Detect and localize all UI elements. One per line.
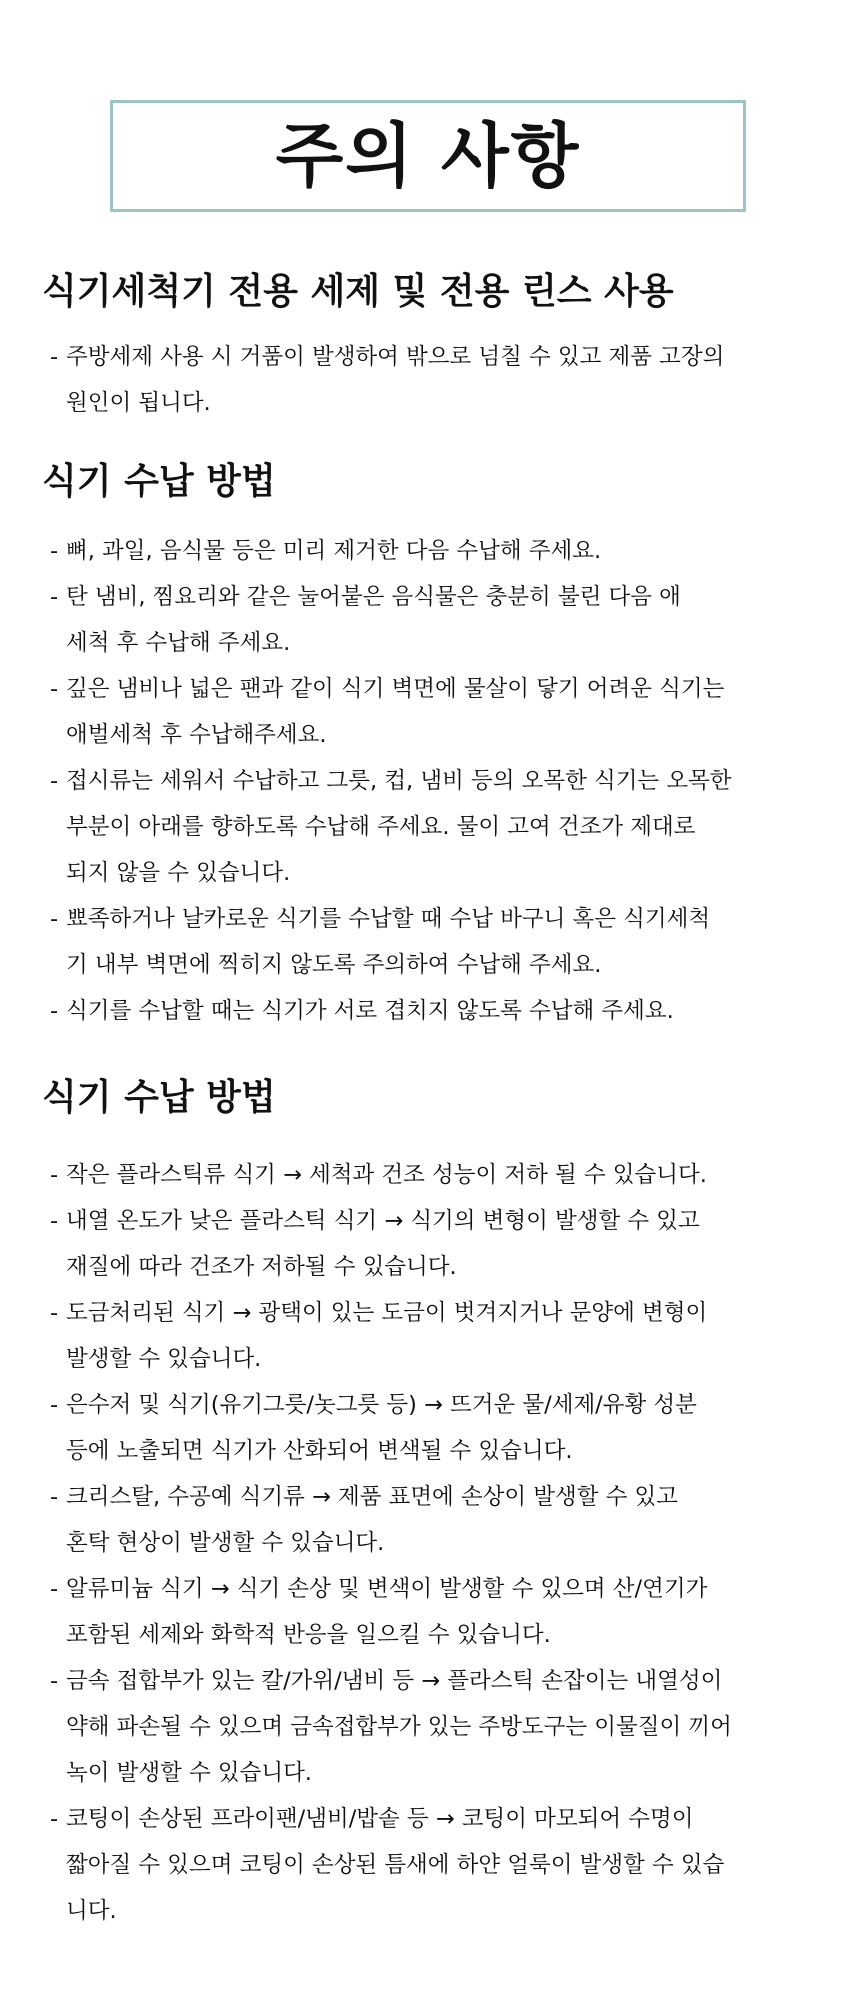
title-box — [110, 100, 746, 212]
section-unsuitable-dishes — [42, 1076, 822, 1934]
dash-bullet: - — [50, 1576, 59, 1602]
dash-bullet: - — [50, 1484, 59, 1510]
dash-bullet: - — [50, 584, 59, 610]
list-item: - 도금처리된 식기 → 광택이 있는 도금이 벗겨지거나 문양에 변형이 발생할 수 있습니다. — [42, 1290, 822, 1382]
dash-bullet: - — [50, 538, 59, 564]
dash-bullet: - — [50, 768, 59, 794]
list-item: - 은수저 및 식기(유기그릇/놋그릇 등) → 뜨거운 물/세제/유황 성분 등에 노출되면 식기가 산화되어 변색될 수 있습니다. — [42, 1382, 822, 1474]
dash-bullet: - — [50, 1668, 59, 1694]
list-item: - 탄 냄비, 찜요리와 같은 눌어붙은 음식물은 충분히 불린 다음 애 세척 후 수납해 주세요. — [42, 574, 822, 666]
list-item: - 코팅이 손상된 프라이팬/냄비/밥솥 등 → 코팅이 마모되어 수명이 짧아질 수 있으며 코팅이 손상된 틈새에 하얀 얼룩이 발생할 수 있습 니다. — [42, 1796, 822, 1934]
item-list — [42, 528, 822, 1034]
list-item: - 깊은 냄비나 넓은 팬과 같이 식기 벽면에 물살이 닿기 어려운 식기는 애벌세척 후 수납해주세요. — [42, 666, 822, 758]
dash-bullet: - — [50, 1300, 59, 1326]
dash-bullet: - — [50, 998, 59, 1024]
item-list — [42, 334, 822, 426]
list-item: - 뼈, 과일, 음식물 등은 미리 제거한 다음 수납해 주세요. — [42, 528, 822, 574]
page-title: 주의 사항 — [275, 115, 581, 197]
list-item: - 알류미늄 식기 → 식기 손상 및 변색이 발생할 수 있으며 산/연기가 포함된 세제와 화학적 반응을 일으킬 수 있습니다. — [42, 1566, 822, 1658]
list-item: - 크리스탈, 수공예 식기류 → 제품 표면에 손상이 발생할 수 있고 혼탁 현상이 발생할 수 있습니다. — [42, 1474, 822, 1566]
section-heading: 식기세척기 전용 세제 및 전용 린스 사용 — [42, 271, 674, 312]
dash-bullet: - — [50, 1162, 59, 1188]
item-list — [42, 1152, 822, 1934]
list-item: - 식기를 수납할 때는 식기가 서로 겹치지 않도록 수납해 주세요. — [42, 988, 822, 1034]
section-heading: 식기 수납 방법 — [42, 461, 276, 502]
section-loading — [42, 460, 822, 1034]
dash-bullet: - — [50, 1392, 59, 1418]
section-detergent — [42, 270, 822, 426]
dash-bullet: - — [50, 1208, 59, 1234]
dash-bullet: - — [50, 344, 59, 370]
list-item: - 접시류는 세워서 수납하고 그릇, 컵, 냄비 등의 오목한 식기는 오목한 부분이 아래를 향하도록 수납해 주세요. 물이 고여 건조가 제대로 되지 않을 수 있습니다. — [42, 758, 822, 896]
list-item: - 작은 플라스틱류 식기 → 세척과 건조 성능이 저하 될 수 있습니다. — [42, 1152, 822, 1198]
list-item: - 주방세제 사용 시 거품이 발생하여 밖으로 넘칠 수 있고 제품 고장의 원인이 됩니다. — [42, 334, 822, 426]
dash-bullet: - — [50, 906, 59, 932]
section-heading: 식기 수납 방법 — [42, 1077, 276, 1118]
list-item: - 뾰족하거나 날카로운 식기를 수납할 때 수납 바구니 혹은 식기세척 기 내부 벽면에 찍히지 않도록 주의하여 수납해 주세요. — [42, 896, 822, 988]
list-item: - 내열 온도가 낮은 플라스틱 식기 → 식기의 변형이 발생할 수 있고 재질에 따라 건조가 저하될 수 있습니다. — [42, 1198, 822, 1290]
dash-bullet: - — [50, 676, 59, 702]
dash-bullet: - — [50, 1806, 59, 1832]
list-item: - 금속 접합부가 있는 칼/가위/냄비 등 → 플라스틱 손잡이는 내열성이 약해 파손될 수 있으며 금속접합부가 있는 주방도구는 이물질이 끼어 녹이 발생할 수 있습니다. — [42, 1658, 822, 1796]
